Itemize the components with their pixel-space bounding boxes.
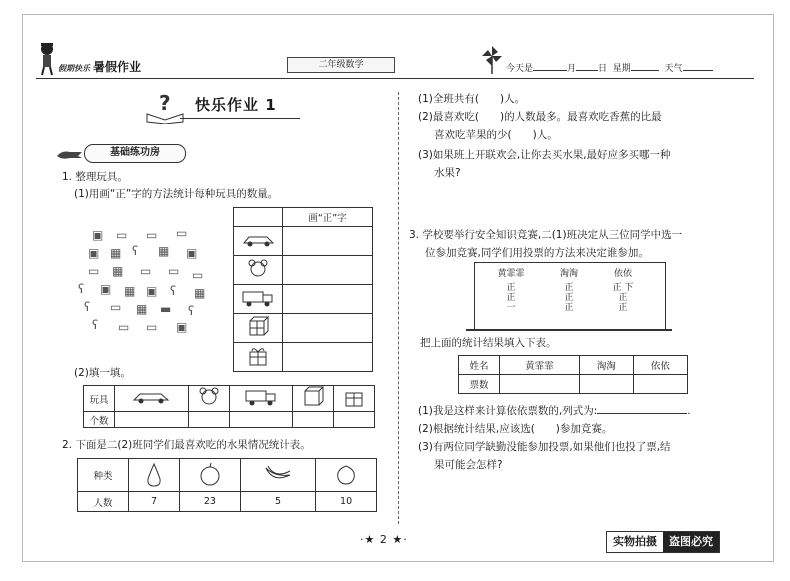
tally-row-gift xyxy=(234,343,283,372)
r2-text-b: 喜欢吃苹果的少( )人。 xyxy=(434,129,558,141)
tally-input-gift[interactable] xyxy=(283,343,373,372)
cube-icon: ▦ xyxy=(124,284,136,298)
gift-icon xyxy=(343,386,365,408)
brand-small: 假期快乐 xyxy=(58,64,90,73)
toy-col-car xyxy=(115,386,189,412)
day-label: 日 xyxy=(598,64,608,74)
gift-icon: ▣ xyxy=(186,246,198,260)
weather-label: 天气 xyxy=(664,64,683,74)
vote-input-2[interactable] xyxy=(579,375,633,394)
pear-icon xyxy=(144,461,164,487)
peach-icon xyxy=(334,462,358,486)
car-icon: ▭ xyxy=(110,300,122,314)
gift-icon: ▣ xyxy=(100,282,112,296)
count-input-gift[interactable] xyxy=(333,412,374,428)
apple-icon xyxy=(198,462,222,486)
r3-text-a: (3)如果班上开联欢会,让你去买水果,最好应多买哪一种 xyxy=(418,149,671,161)
fruit-count-pear: 7 xyxy=(129,492,180,512)
q1-part2: (2)填一填。 xyxy=(74,367,131,379)
tally-input-bear[interactable] xyxy=(283,256,373,285)
count-input-cube[interactable] xyxy=(292,412,333,428)
car-icon: ▭ xyxy=(118,320,130,334)
count-input-car[interactable] xyxy=(115,412,189,428)
banana-icon xyxy=(263,463,293,485)
s3-text-a: (3)有两位同学缺勤没能参加投票,如果他们也投了票,结 xyxy=(418,441,671,453)
s3-text-b: 果可能会怎样? xyxy=(434,459,503,471)
toy-col-gift xyxy=(333,386,374,412)
count-input-truck[interactable] xyxy=(229,412,292,428)
bear-icon: ʕ xyxy=(170,284,177,298)
tally-input-car[interactable] xyxy=(283,227,373,256)
car-icon: ▭ xyxy=(168,264,180,278)
car-icon xyxy=(131,390,171,404)
toy-col-truck xyxy=(229,386,292,412)
day-blank[interactable] xyxy=(576,61,598,71)
gift-icon: ▣ xyxy=(92,228,104,242)
q1-heading: 1. 整理玩具。 xyxy=(62,171,128,183)
bear-icon: ʕ xyxy=(84,300,91,314)
tally-input-truck[interactable] xyxy=(283,285,373,314)
car-icon: ▭ xyxy=(176,226,188,240)
brand xyxy=(58,58,141,75)
bear-icon xyxy=(247,258,269,280)
q1-part1: (1)用画“正”字的方法统计每种玩具的数量。 xyxy=(74,188,279,200)
stamp-left: 实物拍摄 xyxy=(613,535,657,548)
vote-table-name-2: 淘淘 xyxy=(579,356,633,375)
tally-row-car xyxy=(234,227,283,256)
tally-row-cube xyxy=(234,314,283,343)
month-blank[interactable] xyxy=(533,61,567,71)
vote-table-name-3: 依依 xyxy=(633,356,687,375)
car-icon: ▭ xyxy=(146,228,158,242)
page-number-value: 2 xyxy=(379,533,388,546)
student-mascot-icon xyxy=(36,40,58,76)
date-label: 今天是 xyxy=(506,64,534,74)
date-weather-bar xyxy=(506,61,713,74)
vote-table xyxy=(458,355,688,394)
toy-tally-table xyxy=(233,207,373,372)
tally-row-truck xyxy=(234,285,283,314)
truck-icon xyxy=(244,388,278,406)
title-underline xyxy=(180,118,300,119)
fruit-count-banana: 5 xyxy=(240,492,315,512)
section-badge: 基础练功房 xyxy=(84,144,186,163)
column-divider xyxy=(398,92,399,524)
r1-text: (1)全班共有( )人。 xyxy=(418,93,526,105)
cube-icon: ▦ xyxy=(110,246,122,260)
vote-input-1[interactable] xyxy=(500,375,580,394)
fruit-table xyxy=(77,458,377,512)
fruit-col-apple xyxy=(180,459,241,492)
question-mark-book-icon xyxy=(145,90,185,124)
toy-count-table xyxy=(83,385,375,428)
bear-icon xyxy=(198,386,220,408)
cube-icon: ▦ xyxy=(194,286,206,300)
cube-icon: ▦ xyxy=(112,264,124,278)
board-candidate-1: 黄霏霏 正 正 一 xyxy=(497,269,525,313)
weekday-blank[interactable] xyxy=(631,61,659,71)
fruit-col-peach xyxy=(316,459,377,492)
toy-col-bear xyxy=(188,386,229,412)
bear-icon: ʕ xyxy=(78,282,85,296)
pinwheel-icon xyxy=(480,44,504,74)
fruit-count-peach: 10 xyxy=(316,492,377,512)
car-icon: ▭ xyxy=(192,268,204,282)
weekday-label: 星期 xyxy=(612,64,631,74)
brand-title: 暑假作业 xyxy=(93,60,142,74)
tally-corner-cell xyxy=(234,208,283,227)
q3-line2: 位参加竞赛,同学们用投票的方法来决定谁参加。 xyxy=(425,247,649,259)
count-row-label: 个数 xyxy=(84,412,115,428)
stamp-right: 盗图必究 xyxy=(663,532,719,552)
toy-col-cube xyxy=(292,386,333,412)
q2-heading: 2. 下面是二(2)班同学们最喜欢吃的水果情况统计表。 xyxy=(62,439,311,451)
cube-icon xyxy=(247,316,269,338)
fruit-col-pear xyxy=(129,459,180,492)
q3-line1: 3. 学校要举行安全知识竞赛,二(1)班决定从三位同学中选一 xyxy=(409,229,683,241)
tally-input-cube[interactable] xyxy=(283,314,373,343)
page-number: ·★ 2 ★· xyxy=(360,533,408,546)
board-candidate-3: 依依 正 下 正 正 xyxy=(612,269,634,313)
watermark-stamp xyxy=(606,531,720,553)
r2-text-a: (2)最喜欢吃( )的人数最多。最喜欢吃香蕉的比最 xyxy=(418,111,662,123)
vote-table-votes-label: 票数 xyxy=(459,375,500,394)
tally-row-bear xyxy=(234,256,283,285)
vote-input-3[interactable] xyxy=(633,375,687,394)
car-icon: ▭ xyxy=(146,320,158,334)
fruit-row-label: 种类 xyxy=(78,459,129,492)
svg-text:?: ? xyxy=(159,91,171,115)
count-input-bear[interactable] xyxy=(188,412,229,428)
vote-board xyxy=(474,262,666,330)
q3-fill-prompt: 把上面的统计结果填入下表。 xyxy=(420,337,557,349)
s1-text: (1)我是这样来计算依依票数的,列式为: . xyxy=(418,405,691,417)
cube-icon: ▦ xyxy=(136,302,148,316)
gift-icon: ▣ xyxy=(176,320,188,334)
car-icon xyxy=(241,233,275,247)
bear-icon: ʕ xyxy=(132,244,139,258)
month-label: 月 xyxy=(567,64,577,74)
car-icon: ▭ xyxy=(88,264,100,278)
tally-header: 画“正”字 xyxy=(283,208,373,227)
section-title: 快乐作业 1 xyxy=(195,96,277,114)
fruit-count-label: 人数 xyxy=(78,492,129,512)
s1-blank[interactable] xyxy=(597,404,687,414)
s2-text: (2)根据统计结果,应该选( )参加竞赛。 xyxy=(418,423,613,435)
board-candidate-2: 淘淘 正 正 正 xyxy=(559,269,578,313)
bear-icon: ʕ xyxy=(188,304,195,318)
vote-table-name-label: 姓名 xyxy=(459,356,500,375)
r3-text-b: 水果? xyxy=(434,167,461,179)
cube-icon xyxy=(302,386,324,408)
fruit-count-apple: 23 xyxy=(180,492,241,512)
board-stand xyxy=(466,329,672,331)
car-icon: ▭ xyxy=(116,228,128,242)
gift-icon xyxy=(247,345,269,367)
cube-icon: ▦ xyxy=(158,244,170,258)
weather-blank[interactable] xyxy=(683,61,713,71)
gift-icon: ▣ xyxy=(88,246,100,260)
gift-icon: ▣ xyxy=(146,284,158,298)
crocodile-icon xyxy=(56,146,84,162)
truck-icon xyxy=(241,289,275,307)
bear-icon: ʕ xyxy=(92,318,99,332)
grade-label: 二年级数学 xyxy=(287,57,395,73)
vote-table-name-1: 黄霏霏 xyxy=(500,356,580,375)
header-rule xyxy=(36,78,754,79)
fruit-col-banana xyxy=(240,459,315,492)
toy-row-label: 玩具 xyxy=(84,386,115,412)
truck-icon: ▬ xyxy=(160,302,172,316)
car-icon: ▭ xyxy=(140,264,152,278)
